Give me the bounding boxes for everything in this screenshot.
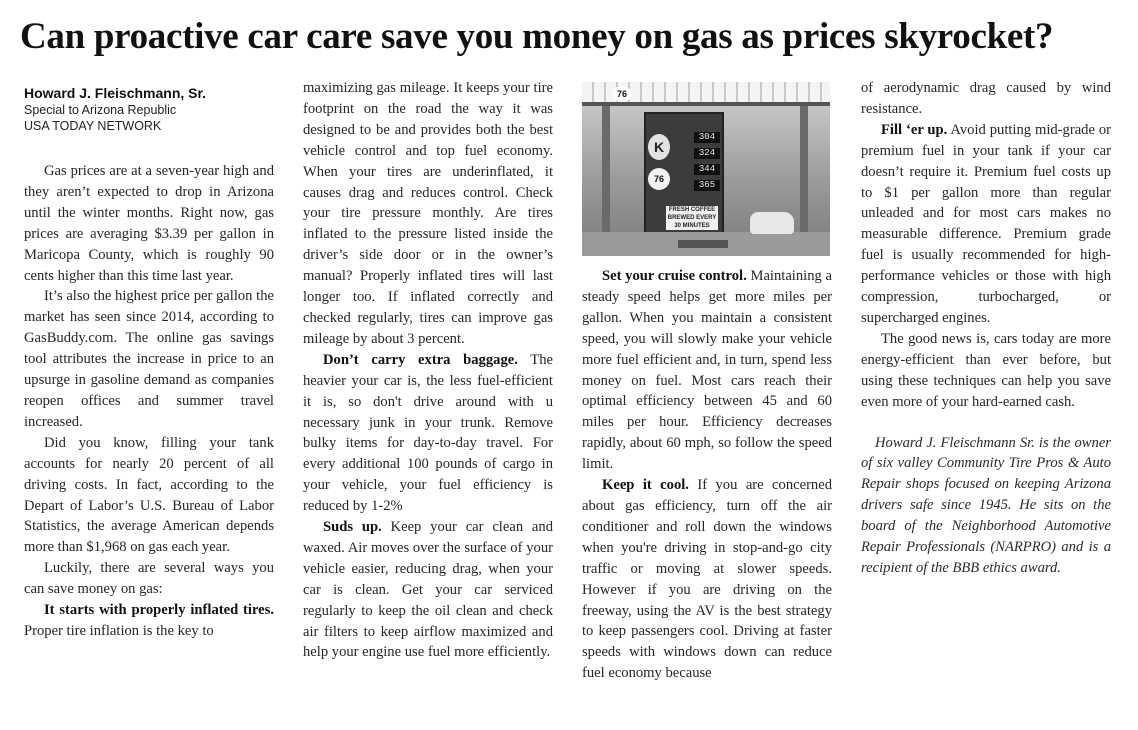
column-1 (24, 78, 274, 642)
tip-heading: Suds up. (323, 519, 382, 536)
coffee-promo: FRESH COFFEE BREWED EVERY 30 MINUTES (667, 207, 717, 229)
paragraph: Did you know, filling your tank accounts for nearly 20 percent of all driving costs. In fact, according to the Depart of Labor’s U.S. Bureau of Labor Statistics, the average American depends more than $1,968 on gas each year. (24, 434, 274, 556)
price-digit: 344 (694, 164, 720, 175)
author-bio: Howard J. Fleischmann Sr. is the owner of six valley Community Tire Pros & Auto Repair shops focused on keeping Arizona drivers safe since 1945. He sits on the board of the Neighborhood Automotive Repair Professionals (NARPRO) and is a recipient of the BBB ethics award. (861, 434, 1111, 576)
paragraph-continued: of aerodynamic drag caused by wind resistance. (861, 80, 1111, 117)
76-logo: 76 (648, 168, 670, 190)
tip-paragraph-suds (303, 517, 553, 663)
paragraph: It’s also the highest price per gallon the market has seen since 2014, according to GasBuddy.com. The online gas savings tool attributes the increase in price to an upsurge in gasoline demand as companies reopen offices and summer travel increased. (24, 288, 274, 430)
circle-k-logo: K (648, 134, 670, 160)
column-2 (303, 78, 553, 663)
tip-body: The heavier your car is, the less fuel-efficient it is, so don't drive around with u necessary junk in your trunk. Remove bulky items for day-to-day travel. For every additional 100 pounds of cargo in your vehicle, your fuel efficiency is reduced by 1-2% (303, 351, 553, 515)
tip-body: Maintaining a steady speed helps get more miles per gallon. When you maintain a consistent speed, you will slowly make your vehicle more fuel efficient and, in turn, spend less money on fuel. Most cars reach their optimal efficiency between 45 and 60 miles per hour. Efficiency decreases rapidly, about 60 mph, so follow the speed limit. (582, 268, 832, 473)
tip-heading: Keep it cool. (602, 477, 689, 494)
tip-heading: Fill ‘er up. (881, 121, 948, 138)
parked-car (750, 212, 794, 234)
brand-logo: 76 (612, 86, 632, 102)
tip-paragraph-cruise (582, 266, 832, 475)
closing-paragraph: The good news is, cars today are more energy-efficient than ever before, but using these techniques can help you save even more of your hard-earned cash. (861, 330, 1111, 410)
tip-heading: It starts with properly inflated tires. (44, 602, 274, 619)
article-headline: Can proactive car care save you money on gas as prices skyrocket? (20, 16, 1054, 57)
tip-paragraph-baggage (303, 350, 553, 517)
gas-station-photo (582, 82, 830, 256)
tip-body: Keep your car clean and waxed. Air moves over the surface of your vehicle easier, reducing drag, when your car is clean. Get your car serviced regularly to keep the oil clean and check air filters to keep airflow maximized and help your engine use fuel more efficiently. (303, 519, 553, 661)
tip-paragraph-cool (582, 475, 832, 684)
price-digit: 304 (694, 132, 720, 143)
publication-network: USA TODAY NETWORK (24, 119, 162, 133)
author-name: Howard J. Fleischmann, Sr. (24, 85, 207, 101)
tip-paragraph-fill (861, 120, 1111, 329)
tip-body: If you are concerned about gas efficiency, turn off the air conditioner and roll down the windows when you're driving in stop-and-go city traffic or moving at slower speeds. However if you are driving on the freeway, using the AV is the best strategy to keep passengers cool. Driving at faster speeds with windows down can reduce fuel economy because (582, 477, 832, 682)
paragraph: Luckily, there are several ways you can save money on gas: (24, 560, 274, 598)
tip-body: Proper tire inflation is the key to (24, 622, 214, 639)
price-digit: 324 (694, 148, 720, 159)
column-3 (582, 78, 832, 684)
price-digit: 365 (694, 180, 720, 191)
tip-heading: Don’t carry extra baggage. (323, 351, 518, 368)
tip-heading: Set your cruise control. (602, 268, 747, 284)
author-affiliation: Special to Arizona Republic (24, 103, 177, 117)
tip-paragraph-tires (24, 600, 274, 642)
paragraph-continued: maximizing gas mileage. It keeps your tire footprint on the road the way it was designed to be and provides both the best vehicle control and top fuel economy. When your tires are underinflated, it causes drag and reduces control. Check your tire pressure monthly. Are tires inflated to the pressure listed inside the driver’s side door or in the owner’s manual? Properly inflated tires will last longer too. If inflated correctly and checked regularly, tires can improve gas mileage by about 3 percent. (303, 80, 553, 347)
column-4 (861, 78, 1111, 579)
tip-body: Avoid putting mid-grade or premium fuel in your tank if your car doesn’t require it. Premium fuel costs up to $1 per gallon more than regular unleaded and for most cars makes no measurable difference. Premium grade fuel is usually recommended for high-performance vehicles or those with high compression, turbocharged, or supercharged engines. (861, 121, 1112, 326)
paragraph: Gas prices are at a seven-year high and they aren’t expected to drop in Arizona until the winter months. Right now, gas prices are averaging $3.39 per gallon in Maricopa County, which is roughly 90 cents higher than this time last year. (24, 163, 274, 284)
